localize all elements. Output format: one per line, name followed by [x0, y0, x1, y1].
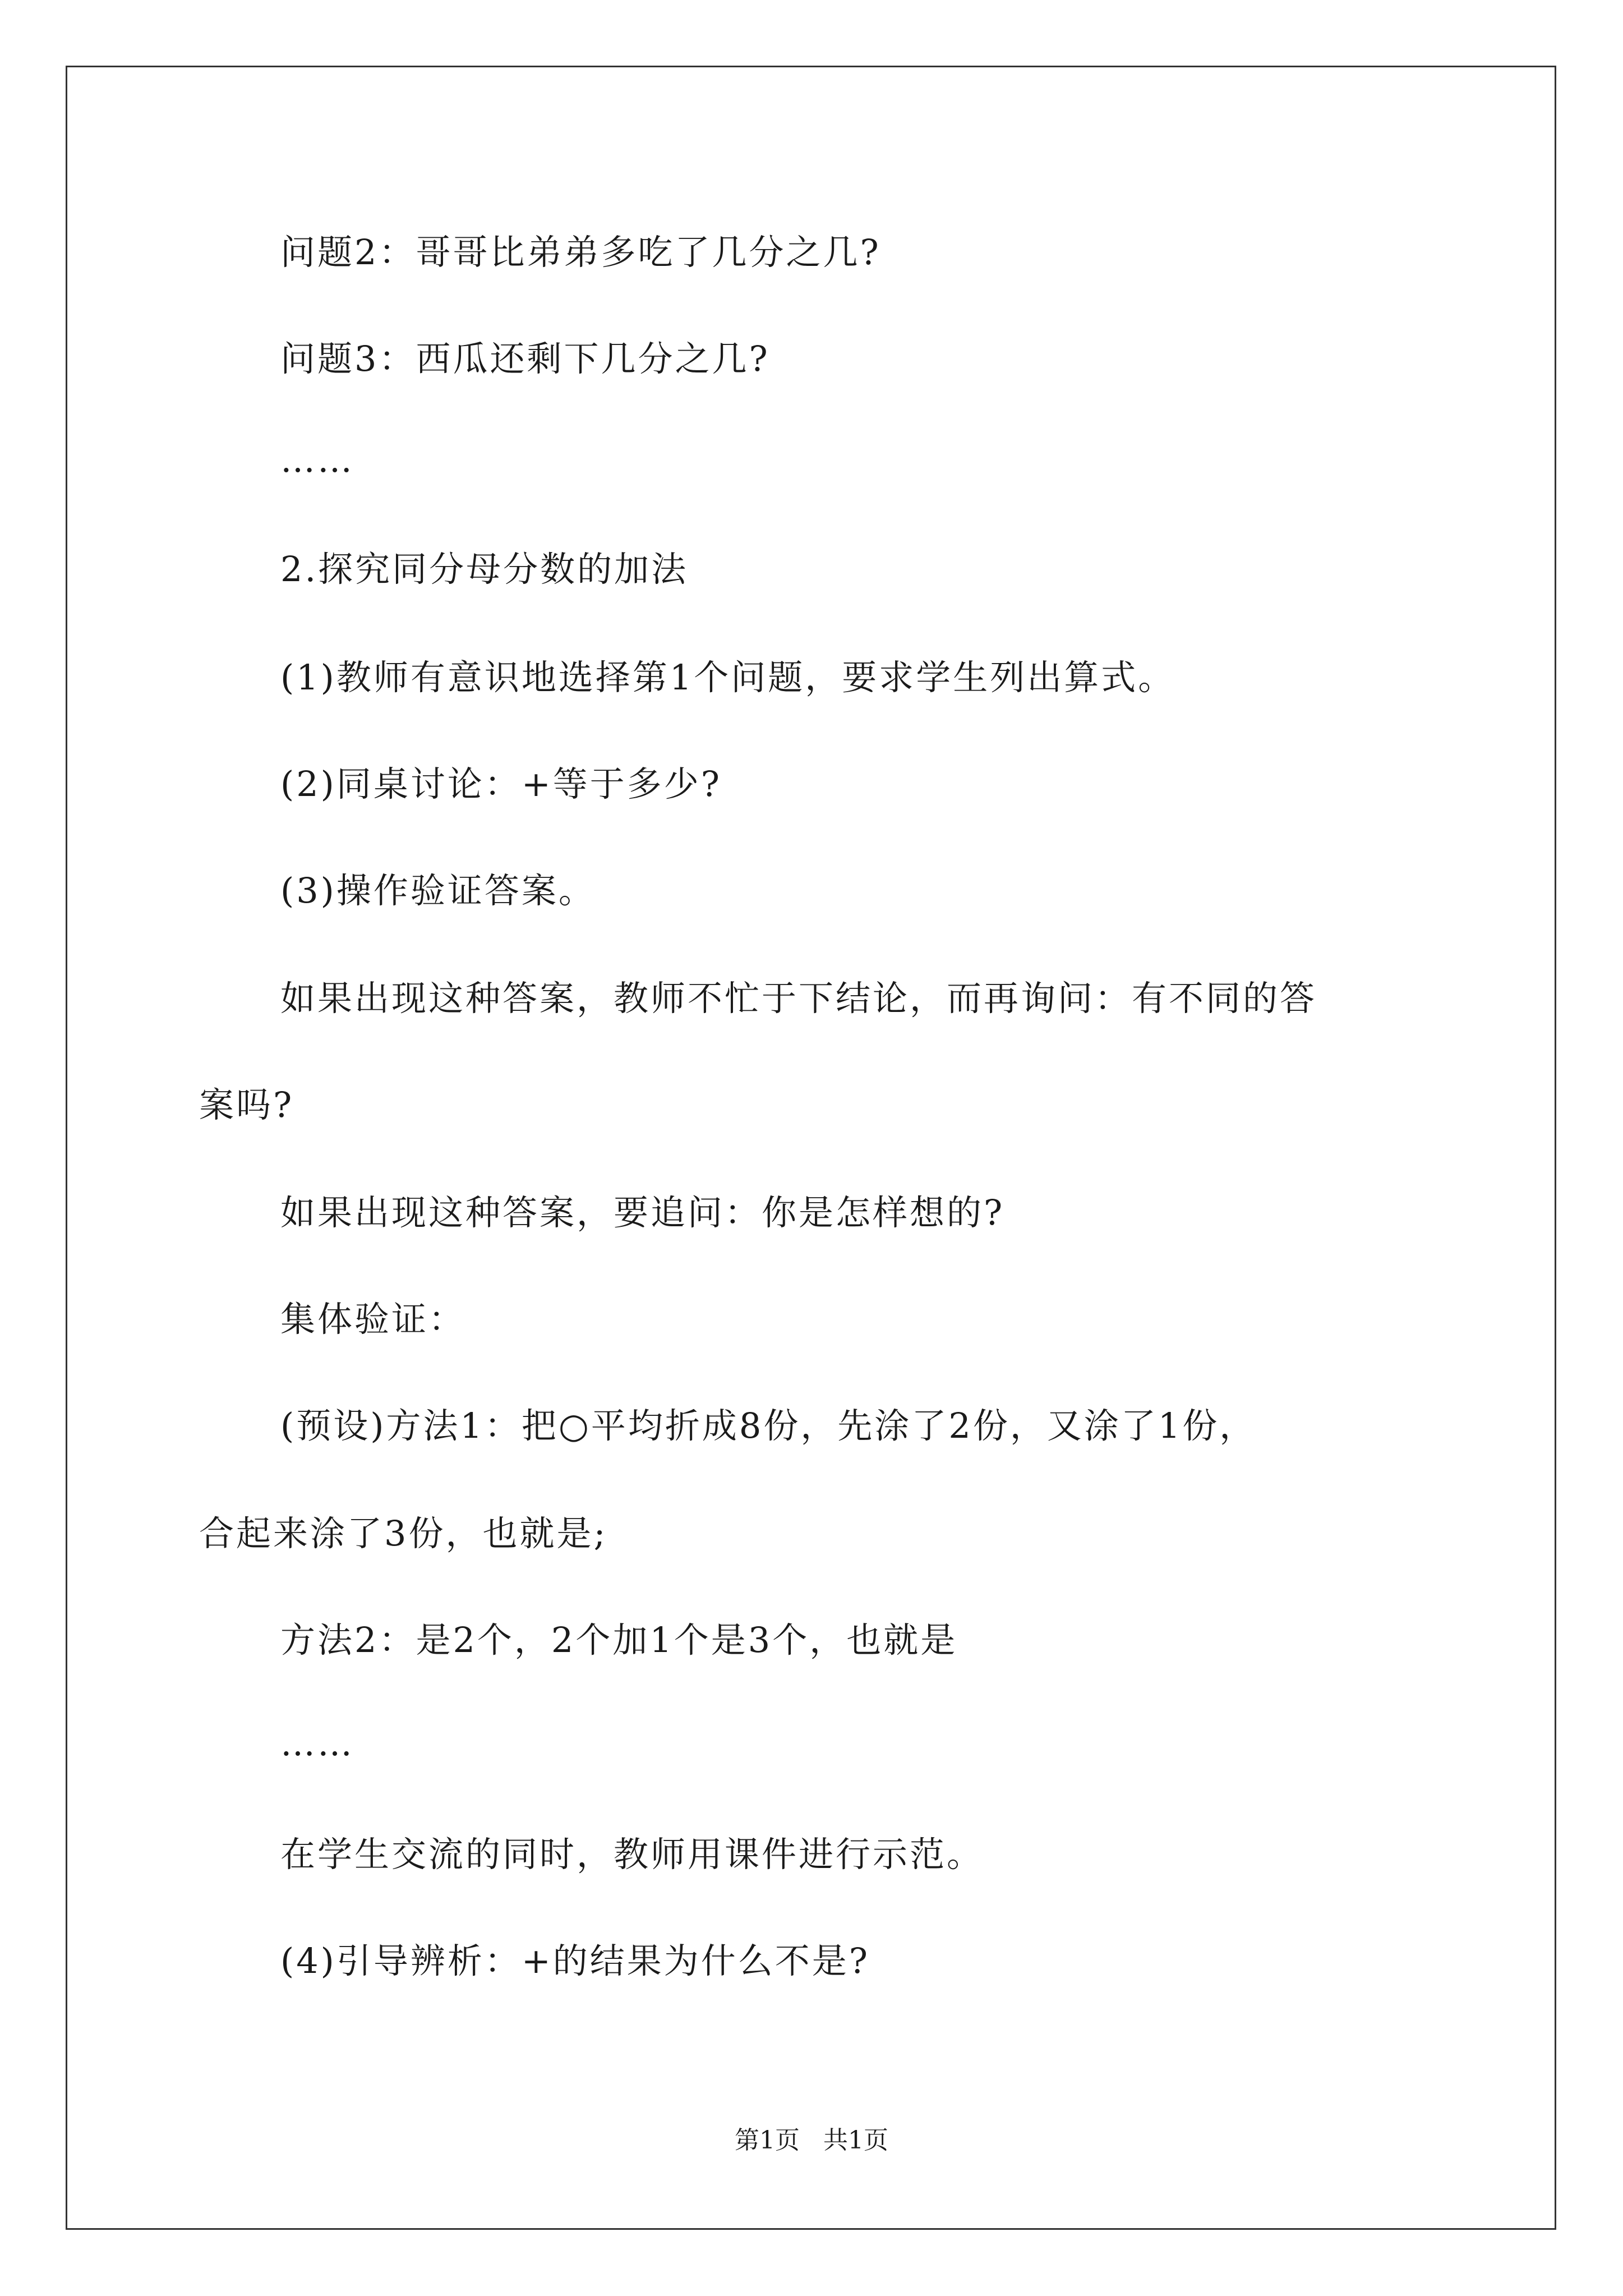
method-2-line: 方法2：是2个，2个加1个是3个，也就是 [280, 1619, 958, 1660]
step-1-line: (1)教师有意识地选择第1个问题，要求学生列出算式。 [280, 657, 1175, 698]
method-1-line: (预设)方法1：把○平均折成8份，先涂了2份，又涂了1份， [280, 1405, 1257, 1446]
method-1-continuation-line: 合起来涂了3份，也就是; [199, 1513, 608, 1554]
question-2-line: 问题2：哥哥比弟弟多吃了几分之几? [280, 232, 881, 273]
page-border [66, 66, 1556, 2230]
section-heading: 2.探究同分母分数的加法 [280, 549, 689, 590]
step-4-line: (4)引导辨析：+的结果为什么不是? [280, 1940, 870, 1981]
paragraph-line: 如果出现这种答案，要追问：你是怎样想的? [280, 1192, 1005, 1233]
paragraph-line: 集体验证： [280, 1299, 466, 1340]
ellipsis-line: …… [280, 439, 354, 480]
ellipsis-line: …… [280, 1723, 354, 1764]
step-3-line: (3)操作验证答案。 [280, 870, 596, 911]
page-number-footer: 第1页 共1页 [735, 2126, 888, 2155]
paragraph-continuation-line: 案吗? [199, 1084, 294, 1125]
paragraph-line: 如果出现这种答案，教师不忙于下结论，而再询问：有不同的答 [280, 978, 1317, 1019]
step-2-line: (2)同桌讨论：+等于多少? [280, 763, 722, 804]
question-3-line: 问题3：西瓜还剩下几分之几? [280, 338, 770, 379]
paragraph-line: 在学生交流的同时，教师用课件进行示范。 [280, 1834, 984, 1875]
